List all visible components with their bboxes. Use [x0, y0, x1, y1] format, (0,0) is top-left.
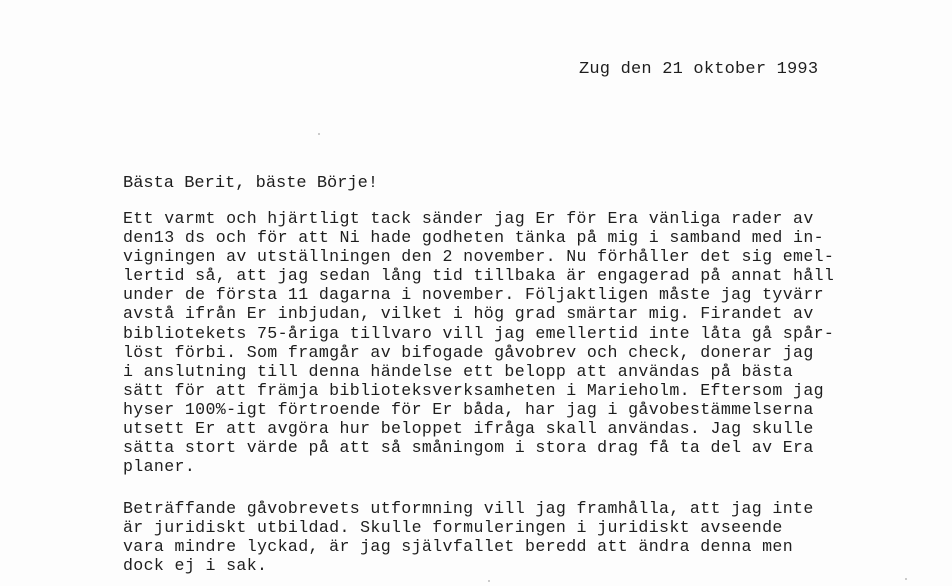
scan-speck [905, 578, 907, 580]
text-line: dock ej i sak. [123, 556, 268, 576]
scan-speck [318, 133, 320, 135]
text-line: under de första 11 dagarna i november. Följaktligen måste jag tyvärr [123, 285, 824, 305]
text-line: i anslutning till denna händelse ett belopp att användas på bästa [123, 361, 794, 381]
text-line: sätt för att främja biblioteksverksamheten i Marieholm. Eftersom jag [123, 380, 824, 400]
text-line: Ett varmt och hjärtligt tack sänder jag Er för Era vänliga rader av [123, 209, 814, 228]
text-line: vara mindre lyckad, är jag självfallet beredd att ändra denna men [123, 537, 794, 557]
letter-paragraph-2 [123, 499, 814, 575]
text-line: löst förbi. Som framgår av bifogade gåvobrev och check, donerar jag [123, 342, 814, 362]
letter-greeting: Bästa Berit, bäste Börje! [123, 174, 379, 193]
text-line: den13 ds och för att Ni hade godheten tänka på mig i samband med in- [123, 228, 824, 248]
text-line: vigningen av utställningen den 2 november. Nu förhåller det sig emel- [123, 247, 835, 267]
text-line: bibliotekets 75-åriga tillvaro vill jag emellertid inte låta gå spår- [123, 323, 835, 343]
text-line: hyser 100%-igt förtroende för Er båda, har jag i gåvobestämmelserna [123, 399, 814, 419]
text-line: är juridiskt utbildad. Skulle formuleringen i juridiskt avseende [123, 518, 783, 538]
text-line: avstå ifrån Er inbjudan, vilket i hög grad smärtar mig. Firandet av [123, 304, 814, 324]
text-line: utsett Er att avgöra hur beloppet ifråga skall användas. Jag skulle [123, 419, 814, 439]
text-line: planer. [123, 457, 196, 477]
letter-paragraph-1 [123, 209, 834, 476]
letter-date: Zug den 21 oktober 1993 [579, 60, 819, 79]
text-line: Beträffande gåvobrevets utformning vill jag framhålla, att jag inte [123, 499, 814, 518]
text-line: sätta stort värde på att så småningom i stora drag få ta del av Era [123, 438, 814, 458]
text-line: lertid så, att jag sedan lång tid tillbaka är engagerad på annat håll [123, 266, 835, 286]
scan-speck [488, 580, 490, 582]
